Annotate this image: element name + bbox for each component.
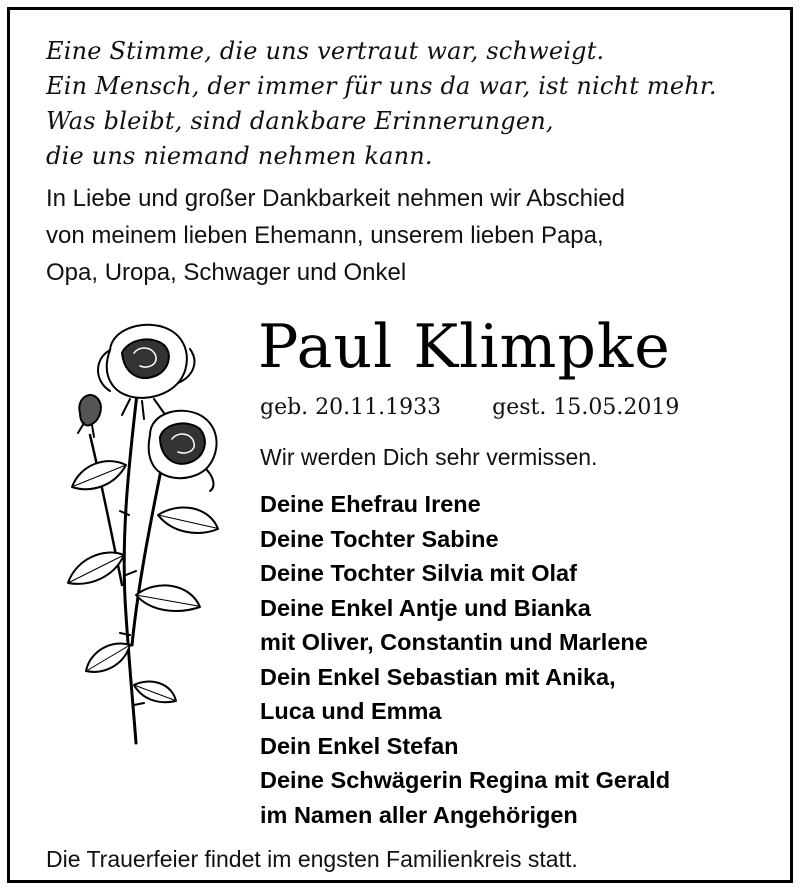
farewell-intro xyxy=(46,180,625,291)
intro-line: In Liebe und großer Dankbarkeit nehmen wir Abschied xyxy=(46,185,625,212)
rose-icon xyxy=(50,315,230,745)
mourners-list xyxy=(260,487,670,832)
mourner-line: Luca und Emma xyxy=(260,698,442,724)
obituary-frame xyxy=(7,7,793,883)
memorial-poem xyxy=(46,34,717,174)
poem-line: Eine Stimme, die uns vertraut war, schweigt. xyxy=(46,37,605,65)
poem-line: Was bleibt, sind dankbare Erinnerungen, xyxy=(46,107,554,135)
mourner-line: im Namen aller Angehörigen xyxy=(260,801,578,828)
mourner-line: mit Oliver, Constantin und Marlene xyxy=(260,629,648,655)
intro-line: von meinem lieben Ehemann, unserem lieben Papa, xyxy=(46,222,604,249)
mourner-line: Dein Enkel Stefan xyxy=(260,732,459,759)
mourner-line: Deine Tochter Sabine xyxy=(260,525,499,552)
poem-line: Ein Mensch, der immer für uns da war, ist nicht mehr. xyxy=(46,72,717,100)
intro-line: Opa, Uropa, Schwager und Onkel xyxy=(46,259,407,286)
mourner-line: Dein Enkel Sebastian mit Anika, xyxy=(260,663,616,690)
life-dates xyxy=(260,393,679,423)
death-date: gest. 15.05.2019 xyxy=(492,395,680,420)
mourner-line: Deine Enkel Antje und Bianka xyxy=(260,594,591,621)
miss-message: Wir werden Dich sehr vermissen. xyxy=(260,444,598,470)
mourner-line: Deine Schwägerin Regina mit Gerald xyxy=(260,767,671,793)
mourner-line: Deine Tochter Silvia mit Olaf xyxy=(260,560,577,586)
mourner-line: Deine Ehefrau Irene xyxy=(260,491,481,517)
funeral-note: Die Trauerfeier findet im engsten Familienkreis statt. xyxy=(46,846,578,872)
birth-date: geb. 20.11.1933 xyxy=(260,395,442,420)
deceased-name: Paul Klimpke xyxy=(258,312,671,382)
poem-line: die uns niemand nehmen kann. xyxy=(46,142,433,170)
